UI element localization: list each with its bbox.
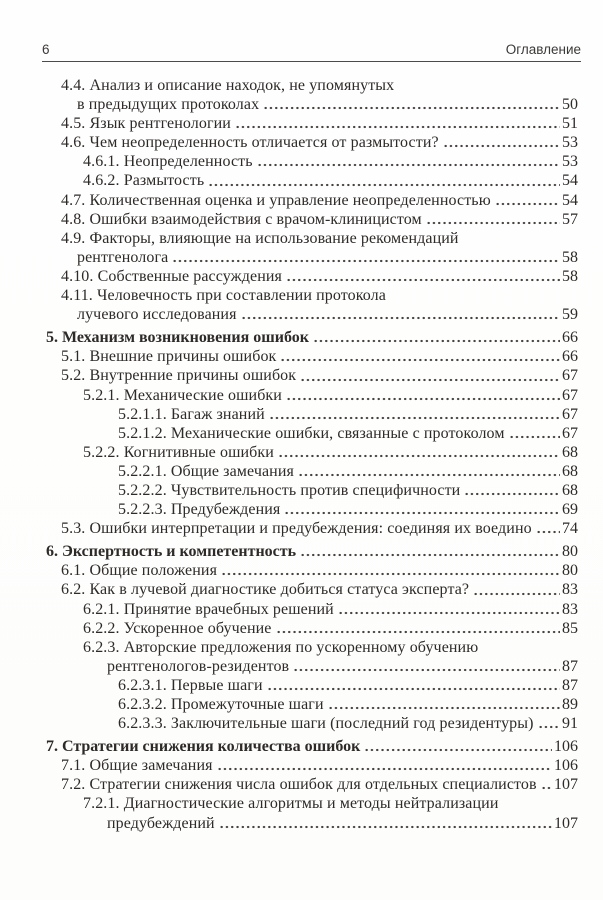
entry-page-number: 89 bbox=[562, 696, 578, 713]
dot-leader bbox=[221, 561, 560, 580]
toc-entry-line bbox=[46, 95, 578, 114]
page-header bbox=[42, 42, 581, 62]
entry-page-number: 58 bbox=[562, 248, 578, 266]
dot-leader bbox=[172, 248, 560, 267]
dot-leader bbox=[263, 95, 560, 114]
toc-entry-line bbox=[46, 286, 578, 305]
entry-title: 4.4. Анализ и описание находок, не упомянутых bbox=[61, 77, 395, 94]
entry-title: 4.6.2. Размытость bbox=[83, 172, 205, 190]
entry-page-number: 68 bbox=[562, 481, 578, 499]
toc-entry-line bbox=[46, 210, 578, 229]
entry-title: 5.1. Внешние причины ошибок bbox=[61, 348, 277, 366]
entry-page-number: 66 bbox=[562, 329, 578, 347]
toc-entry-line bbox=[46, 737, 578, 756]
toc-entry-line bbox=[46, 561, 578, 580]
entry-page-number: 107 bbox=[554, 814, 578, 832]
dot-leader bbox=[286, 267, 560, 286]
entry-title: 6.2.3.2. Промежуточные шаги bbox=[118, 696, 324, 713]
entry-title: 5.2.2.3. Предубеждения bbox=[118, 501, 281, 519]
entry-title: 5.2. Внутренние причины ошибок bbox=[61, 367, 297, 385]
dot-leader bbox=[208, 171, 560, 190]
toc-entry-line bbox=[46, 814, 578, 833]
dot-leader bbox=[298, 462, 560, 481]
dot-leader bbox=[267, 676, 560, 695]
toc-entry-line bbox=[46, 152, 578, 171]
entry-title: 6.2.3. Авторские предложения по ускоренному обучению bbox=[83, 638, 479, 656]
dot-leader bbox=[219, 814, 552, 833]
entry-title: 5.2.2. Когнитивные ошибки bbox=[83, 443, 274, 461]
entry-page-number: 83 bbox=[562, 581, 578, 599]
toc-entry-line bbox=[46, 405, 578, 424]
toc-entry-line bbox=[46, 366, 578, 385]
entry-title: 7.2. Стратегии снижения числа ошибок для отдельных специалистов bbox=[61, 776, 537, 794]
dot-leader bbox=[300, 366, 560, 385]
toc-entry-line bbox=[46, 775, 578, 794]
entry-title: 6. Экспертность и компетентность bbox=[46, 543, 297, 561]
dot-leader bbox=[541, 775, 552, 794]
entry-page-number: 58 bbox=[562, 267, 578, 285]
toc-list bbox=[46, 76, 578, 833]
entry-page-number: 67 bbox=[562, 405, 578, 423]
entry-page-number: 66 bbox=[562, 348, 578, 366]
entry-title: 4.11. Человечность при составлении протокола bbox=[61, 287, 386, 305]
entry-page-number: 67 bbox=[562, 424, 578, 442]
dot-leader bbox=[426, 210, 560, 229]
toc-entry-line bbox=[46, 638, 578, 657]
entry-title: предубеждений bbox=[107, 814, 215, 832]
dot-leader bbox=[286, 386, 560, 405]
toc-entry-line bbox=[46, 305, 578, 324]
dot-leader bbox=[443, 133, 560, 152]
entry-title: 5.2.1.1. Багаж знаний bbox=[118, 405, 265, 423]
toc-entry-line bbox=[46, 481, 578, 500]
entry-page-number: 80 bbox=[562, 562, 578, 580]
toc-entry-line bbox=[46, 657, 578, 676]
toc-entry-line bbox=[46, 695, 578, 714]
entry-title: 4.7. Количественная оценка и управление неопределенностью bbox=[61, 191, 491, 209]
entry-title: 7.1. Общие замечания bbox=[61, 757, 213, 775]
entry-title: 5.3. Ошибки интерпретации и предубеждения: соединяя их воедино bbox=[61, 520, 532, 538]
entry-title: 4.10. Собственные рассуждения bbox=[61, 267, 283, 285]
entry-page-number: 54 bbox=[562, 191, 578, 209]
dot-leader bbox=[509, 424, 560, 443]
toc-entry-line bbox=[46, 600, 578, 619]
entry-page-number: 67 bbox=[562, 386, 578, 404]
entry-page-number: 85 bbox=[562, 619, 578, 637]
dot-leader bbox=[217, 756, 552, 775]
dot-leader bbox=[284, 500, 560, 519]
toc-entry-line bbox=[46, 580, 578, 599]
toc-entry-line bbox=[46, 714, 578, 733]
dot-leader bbox=[328, 695, 560, 714]
toc-entry-line bbox=[46, 519, 578, 538]
dot-leader bbox=[276, 619, 561, 638]
toc-entry-line bbox=[46, 386, 578, 405]
toc-entry-line bbox=[46, 328, 578, 347]
dot-leader bbox=[313, 328, 560, 347]
entry-page-number: 54 bbox=[562, 172, 578, 190]
dot-leader bbox=[464, 481, 560, 500]
entry-title: 6.1. Общие положения bbox=[61, 562, 218, 580]
toc-entry-line bbox=[46, 191, 578, 210]
dot-leader bbox=[278, 443, 560, 462]
toc-entry-line bbox=[46, 267, 578, 286]
toc-entry-line bbox=[46, 424, 578, 443]
entry-page-number: 106 bbox=[554, 757, 578, 775]
dot-leader bbox=[364, 737, 552, 756]
entry-title: 5. Механизм возникновения ошибок bbox=[46, 329, 310, 347]
entry-title: 4.8. Ошибки взаимодействия с врачом-клиницистом bbox=[61, 210, 422, 228]
entry-title: 5.2.2.1. Общие замечания bbox=[118, 462, 294, 480]
entry-page-number: 51 bbox=[562, 115, 578, 133]
dot-leader bbox=[269, 405, 560, 424]
entry-page-number: 53 bbox=[562, 153, 578, 171]
entry-title: 4.6.1. Неопределенность bbox=[83, 153, 253, 171]
dot-leader bbox=[495, 191, 560, 210]
entry-title: 4.5. Язык рентгенологии bbox=[61, 115, 231, 133]
entry-title: в предыдущих протоколах bbox=[77, 96, 260, 114]
entry-page-number: 80 bbox=[562, 543, 578, 561]
entry-page-number: 87 bbox=[562, 657, 578, 675]
entry-title: 4.9. Факторы, влияющие на использование рекомендаций bbox=[61, 229, 459, 247]
dot-leader bbox=[538, 714, 560, 733]
entry-page-number: 67 bbox=[562, 367, 578, 385]
toc-entry-line bbox=[46, 756, 578, 775]
entry-page-number: 74 bbox=[562, 520, 578, 538]
toc-entry-line bbox=[46, 500, 578, 519]
toc-entry-line bbox=[46, 229, 578, 248]
dot-leader bbox=[241, 305, 560, 324]
entry-title: 7. Стратегии снижения количества ошибок bbox=[46, 738, 361, 756]
entry-title: рентгенолога bbox=[77, 248, 169, 266]
entry-title: 5.2.2.2. Чувствительность против специфичности bbox=[118, 481, 461, 499]
entry-page-number: 87 bbox=[562, 676, 578, 694]
dot-leader bbox=[473, 580, 560, 599]
toc-entry-line bbox=[46, 133, 578, 152]
toc-entry-line bbox=[46, 248, 578, 267]
entry-page-number: 83 bbox=[562, 600, 578, 618]
entry-title: рентгенологов-резидентов bbox=[107, 657, 290, 675]
entry-page-number: 68 bbox=[562, 462, 578, 480]
entry-title: 6.2.2. Ускоренное обучение bbox=[83, 619, 272, 637]
entry-page-number: 57 bbox=[562, 210, 578, 228]
entry-title: 7.2.1. Диагностические алгоритмы и методы нейтрализации bbox=[83, 795, 499, 813]
toc-entry-line bbox=[46, 171, 578, 190]
entry-page-number: 106 bbox=[554, 738, 578, 756]
entry-page-number: 107 bbox=[554, 776, 578, 794]
toc-entry-line bbox=[46, 443, 578, 462]
entry-title: 6.2. Как в лучевой диагностике добиться статуса эксперта? bbox=[61, 581, 470, 599]
entry-title: 6.2.1. Принятие врачебных решений bbox=[83, 600, 334, 618]
toc-entry-line bbox=[46, 114, 578, 133]
dot-leader bbox=[257, 152, 560, 171]
page-number: 6 bbox=[42, 42, 50, 57]
toc-entry-line bbox=[46, 76, 578, 95]
toc-entry-line bbox=[46, 347, 578, 366]
toc-entry-line bbox=[46, 676, 578, 695]
toc-entry-line bbox=[46, 619, 578, 638]
entry-title: 5.2.1.2. Механические ошибки, связанные с протоколом bbox=[118, 424, 505, 442]
entry-page-number: 50 bbox=[562, 96, 578, 114]
entry-page-number: 91 bbox=[562, 715, 578, 733]
header-title: Оглавление bbox=[505, 42, 581, 57]
dot-leader bbox=[280, 347, 560, 366]
dot-leader bbox=[536, 519, 560, 538]
entry-title: 6.2.3.3. Заключительные шаги (последний год резидентуры) bbox=[118, 715, 534, 733]
entry-title: лучевого исследования bbox=[77, 306, 237, 324]
dot-leader bbox=[338, 600, 560, 619]
dot-leader bbox=[235, 114, 560, 133]
entry-title: 5.2.1. Механические ошибки bbox=[83, 386, 282, 404]
entry-page-number: 59 bbox=[562, 306, 578, 324]
entry-title: 4.6. Чем неопределенность отличается от размытости? bbox=[61, 134, 439, 152]
toc-entry-line bbox=[46, 542, 578, 561]
entry-page-number: 69 bbox=[562, 501, 578, 519]
entry-title: 6.2.3.1. Первые шаги bbox=[118, 676, 263, 694]
entry-page-number: 53 bbox=[562, 134, 578, 152]
toc-entry-line bbox=[46, 462, 578, 481]
dot-leader bbox=[300, 542, 560, 561]
dot-leader bbox=[293, 657, 560, 676]
toc-entry-line bbox=[46, 794, 578, 813]
entry-page-number: 68 bbox=[562, 443, 578, 461]
